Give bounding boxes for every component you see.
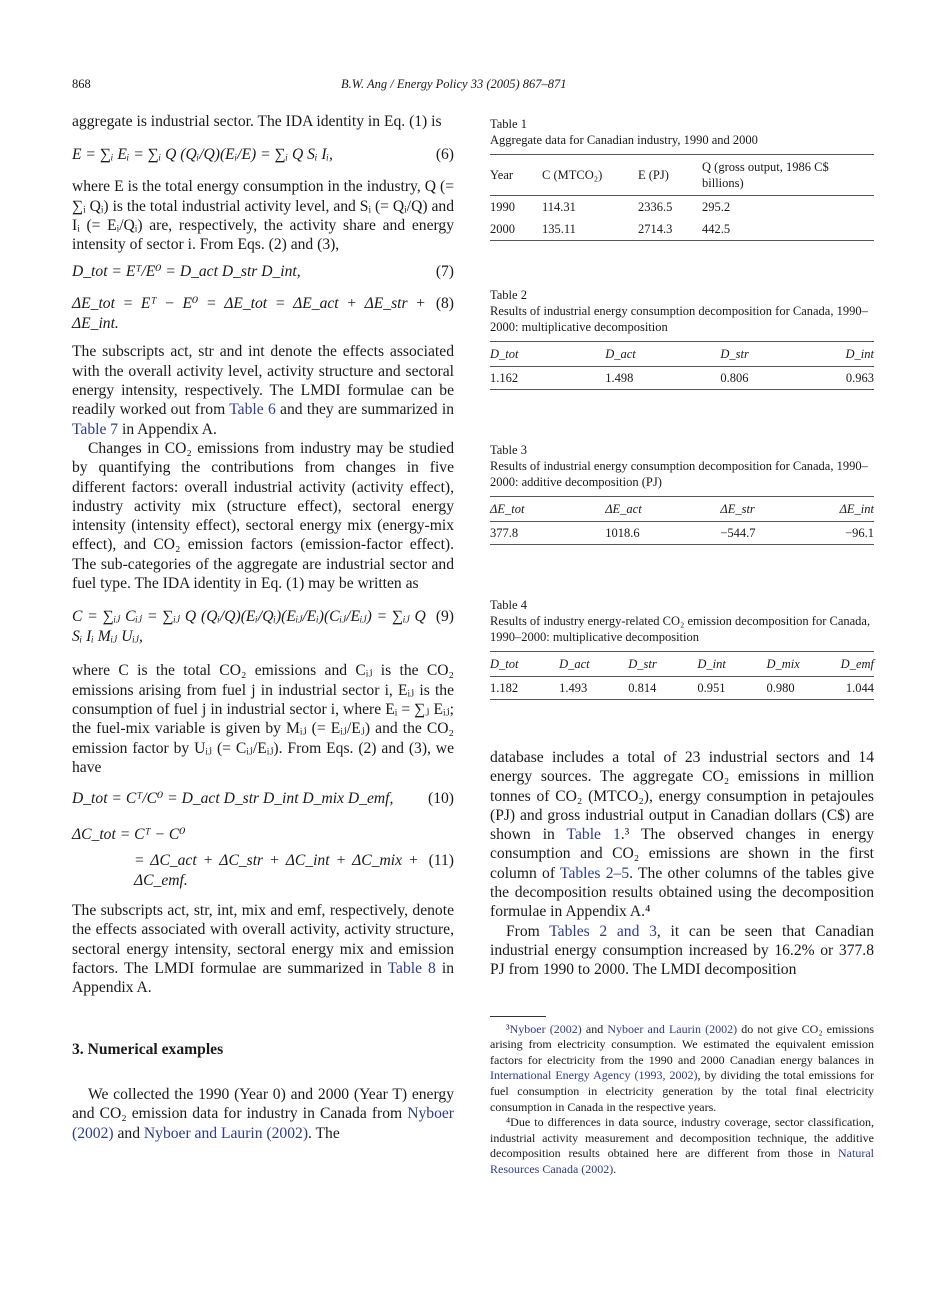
table-label: Table 3 [490, 443, 527, 457]
table-2 [490, 287, 874, 390]
text-run: and they are summarized in [275, 401, 454, 419]
column-header: Q (gross output, 1986 C$ billions) [702, 160, 829, 190]
table-4 [490, 597, 874, 700]
equation-number: (8) [435, 295, 454, 313]
cell: 0.806 [720, 371, 749, 385]
text-run: The subscripts act, str, int, mix and emf, respectively, denote the effects associated with overall activity, activity structure, sectoral energy intensity, sectoral energy mix and emission factors. The LMDI formulae are summarized in [72, 902, 454, 978]
text-run: . The other columns of the tables give the decomposition results obtained using the decomposition formulae in Appendix A.⁴ [490, 864, 875, 921]
text-run: We collected the 1990 (Year 0) and 2000 (Year T) energy and CO₂ emission data for industry in Canada from [72, 1085, 454, 1123]
equation-number: (7) [435, 263, 454, 281]
cell: 1.493 [559, 681, 588, 695]
paragraph [72, 1085, 454, 1143]
equation-6 [72, 145, 454, 165]
right-column [490, 116, 874, 1178]
cell: 377.8 [490, 526, 519, 540]
table-row [490, 196, 874, 219]
cell: 0.980 [766, 681, 795, 695]
column-header: C (MTCO₂) [542, 168, 603, 182]
text-run: where E is the total energy consumption in the industry, Q (= ∑ᵢ Qᵢ) is the total industrial activity level, and Sᵢ (= Qᵢ/Q) and Iᵢ (= Eᵢ/Qᵢ) are, respectively, the activity share and energy intensity of sector i. From Eqs. (2) and (3), [72, 178, 454, 254]
column-header: D_tot [490, 347, 519, 361]
citation-link[interactable]: Nyboer and Laurin (2002) [607, 1021, 738, 1036]
citation-link[interactable]: Nyboer (2002) [72, 1105, 454, 1142]
equation-expr: C = ∑ᵢⱼ Cᵢⱼ = ∑ᵢⱼ Q (Qᵢ/Q)(Eᵢ/Qᵢ)(Eᵢⱼ/Eᵢ)(Cᵢⱼ/Eᵢⱼ) = ∑ᵢⱼ Q Sᵢ Iᵢ Mᵢⱼ Uᵢⱼ, [72, 608, 426, 646]
equation-expr: = ΔC_act + ΔC_str + ΔC_int + ΔC_mix + ΔC_emf. [134, 852, 419, 890]
column-header: D_act [559, 657, 590, 671]
paragraph [72, 661, 454, 777]
table-3 [490, 442, 874, 545]
equation-number: (11) [428, 852, 454, 870]
equation-11-line1 [72, 825, 454, 845]
equation-8 [72, 294, 454, 334]
citation-link[interactable]: Table 6 [229, 401, 276, 419]
footnote-4 [490, 1115, 874, 1177]
column-header: ΔE_int [839, 502, 874, 516]
paragraph [72, 342, 454, 438]
column-header: D_int [845, 347, 874, 361]
paragraph [72, 901, 454, 997]
running-title: B.W. Ang / Energy Policy 33 (2005) 867–871 [341, 77, 567, 91]
table-1 [490, 116, 874, 241]
text-run: Changes in CO₂ emissions from industry may be studied by quantifying the contributions from changes in five different factors: overall industrial activity (activity effect), industry activity mix (structure effect), sectoral energy intensity (intensity effect), sectoral energy mix (energy-mix effect), and CO₂ emission factors (emission-factor effect). The sub-categories of the aggregate are industrial sector and fuel type. The IDA identity in Eq. (1) may be written as [72, 439, 454, 593]
cell: 295.2 [702, 200, 731, 214]
table-row [490, 677, 874, 700]
column-header: ΔE_str [720, 502, 755, 516]
cell: 0.963 [845, 371, 874, 385]
paragraph [490, 922, 874, 980]
text-run: , it can be seen that Canadian industrial energy consumption increased by 16.2% or 377.8 PJ from 1990 to 2000. The LMDI decomposition [490, 922, 874, 979]
table-label: Table 2 [490, 288, 527, 302]
text-run: and [113, 1124, 144, 1142]
text-run: where C is the total CO₂ emissions and Cᵢⱼ is the CO₂ emissions arising from fuel j in industrial sector i, Eᵢⱼ is the consumption of fuel j in industrial sector i, where Eᵢ = ∑ⱼ Eᵢⱼ; the fuel-mix variable is given by Mᵢⱼ (= Eᵢⱼ/Eⱼ) and the CO₂ emission factor by Uᵢⱼ (= Cᵢⱼ/Eᵢⱼ). From Eqs. (2) and (3), we have [72, 662, 454, 776]
paragraph [490, 748, 874, 922]
text-run: . The [308, 1124, 340, 1142]
column-header: D_str [720, 347, 749, 361]
citation-link[interactable]: Nyboer (2002) [509, 1021, 582, 1036]
cell: −96.1 [845, 526, 874, 540]
text-run: , by dividing the total emissions for fuel consumption in electricity generation by the total final electricity consumption in Canada in the respective years. [490, 1068, 875, 1114]
text-run: do not give CO₂ emissions arising from electricity consumption. We estimated the equivalent emission factors for electricity from the 1990 and 2000 Canadian energy balances in [490, 1021, 875, 1067]
equation-11-line2 [72, 851, 454, 891]
column-header: D_act [605, 347, 636, 361]
cell: 1.498 [605, 371, 634, 385]
table-caption: Results of industry energy-related CO₂ emission decomposition for Canada, 1990–2000: multiplicative decomposition [490, 614, 871, 644]
cell: 1018.6 [605, 526, 640, 540]
text-run: ⁴Due to differences in data source, industry coverage, sector classification, industrial activity measurement and decomposition technique, the additive decomposition results obtained here are different from those in [490, 1115, 874, 1161]
footnote-3 [490, 1022, 874, 1116]
equation-7 [72, 262, 454, 282]
text-run: and [581, 1021, 608, 1036]
table-row [490, 367, 874, 390]
section-heading: 3. Numerical examples [72, 1040, 224, 1058]
citation-link[interactable]: Natural Resources Canada (2002) [490, 1146, 874, 1176]
equation-number: (6) [435, 146, 454, 164]
citation-link[interactable]: Nyboer and Laurin (2002) [143, 1124, 309, 1142]
column-header: D_emf [840, 657, 874, 671]
table-caption: Aggregate data for Canadian industry, 1990 and 2000 [490, 133, 758, 147]
table-caption: Results of industrial energy consumption decomposition for Canada, 1990–2000: multiplicative decomposition [490, 304, 868, 334]
table-label: Table 1 [490, 117, 527, 131]
cell: 2000 [490, 222, 515, 236]
text-run: in Appendix A. [72, 960, 455, 997]
cell: 0.951 [697, 681, 726, 695]
cell: −544.7 [720, 526, 756, 540]
text-run: .³ The observed changes in energy consumption and CO₂ emissions are shown in the first column of [490, 826, 874, 882]
column-header: D_int [697, 657, 726, 671]
left-column [72, 112, 454, 1143]
text-run: The subscripts act, str and int denote the effects associated with the overall activity level, activity structure and sectoral energy intensity, respectively. The LMDI formulae can be readily worked out from [72, 343, 454, 419]
paragraph [72, 177, 454, 254]
table-row [490, 218, 874, 241]
cell: 1.162 [490, 371, 519, 385]
cell: 442.5 [702, 222, 731, 236]
column-header: E (PJ) [638, 168, 669, 182]
paragraph [72, 112, 454, 131]
cell: 2336.5 [638, 200, 673, 214]
table-caption: Results of industrial energy consumption decomposition for Canada, 1990–2000: additive decomposition (PJ) [490, 459, 868, 489]
cell: 1990 [490, 200, 515, 214]
cell: 135.11 [542, 222, 576, 236]
column-header: D_mix [766, 657, 800, 671]
equation-expr: ΔE_tot = Eᵀ − E⁰ = ΔE_tot = ΔE_act + ΔE_str + ΔE_int. [72, 295, 426, 333]
column-header: ΔE_act [605, 502, 642, 516]
text-run: in Appendix A. [118, 420, 217, 438]
citation-link[interactable]: Table 1 [566, 826, 621, 844]
equation-number: (10) [428, 790, 454, 808]
footnote-divider [490, 1016, 546, 1017]
cell: 1.182 [490, 681, 519, 695]
text-run: ³ [506, 1021, 510, 1036]
citation-link[interactable]: Table 8 [387, 960, 436, 978]
text-run: aggregate is industrial sector. The IDA identity in Eq. (1) is [72, 113, 442, 130]
column-header: Year [490, 168, 514, 182]
cell: 2714.3 [638, 222, 673, 236]
cell: 114.31 [542, 200, 576, 214]
column-header: D_tot [490, 657, 519, 671]
equation-10 [72, 789, 454, 809]
page-number: 868 [72, 77, 91, 91]
cell: 1.044 [845, 681, 874, 695]
citation-link[interactable]: Tables 2–5 [560, 864, 630, 882]
equation-expr: E = ∑ᵢ Eᵢ = ∑ᵢ Q (Qᵢ/Q)(Eᵢ/E) = ∑ᵢ Q Sᵢ Iᵢ, [72, 146, 333, 164]
table-row [490, 522, 874, 545]
text-run: database includes a total of 23 industrial sectors and 14 energy sources. The aggregate CO₂ emissions in million tonnes of CO₂ (MTCO₂), energy consumption in petajoules (PJ) and gross industrial output in Canadian dollars (C$) are shown in [490, 749, 874, 844]
column-header: D_str [628, 657, 657, 671]
citation-link[interactable]: Tables 2 and 3 [549, 922, 657, 940]
table-label: Table 4 [490, 598, 527, 612]
citation-link[interactable]: International Energy Agency (1993, 2002) [490, 1068, 698, 1083]
equation-number: (9) [435, 608, 454, 626]
equation-expr: ΔC_tot = Cᵀ − C⁰ [72, 826, 186, 844]
text-run: . [613, 1161, 617, 1176]
equation-expr: D_tot = Eᵀ/E⁰ = D_act D_str D_int, [72, 263, 301, 281]
citation-link[interactable]: Table 7 [72, 420, 119, 438]
text-run: From [506, 922, 550, 940]
equation-9 [72, 607, 454, 647]
column-header: ΔE_tot [490, 502, 525, 516]
paragraph [72, 439, 454, 593]
equation-expr: D_tot = Cᵀ/C⁰ = D_act D_str D_int D_mix D_emf, [72, 790, 394, 808]
cell: 0.814 [628, 681, 657, 695]
